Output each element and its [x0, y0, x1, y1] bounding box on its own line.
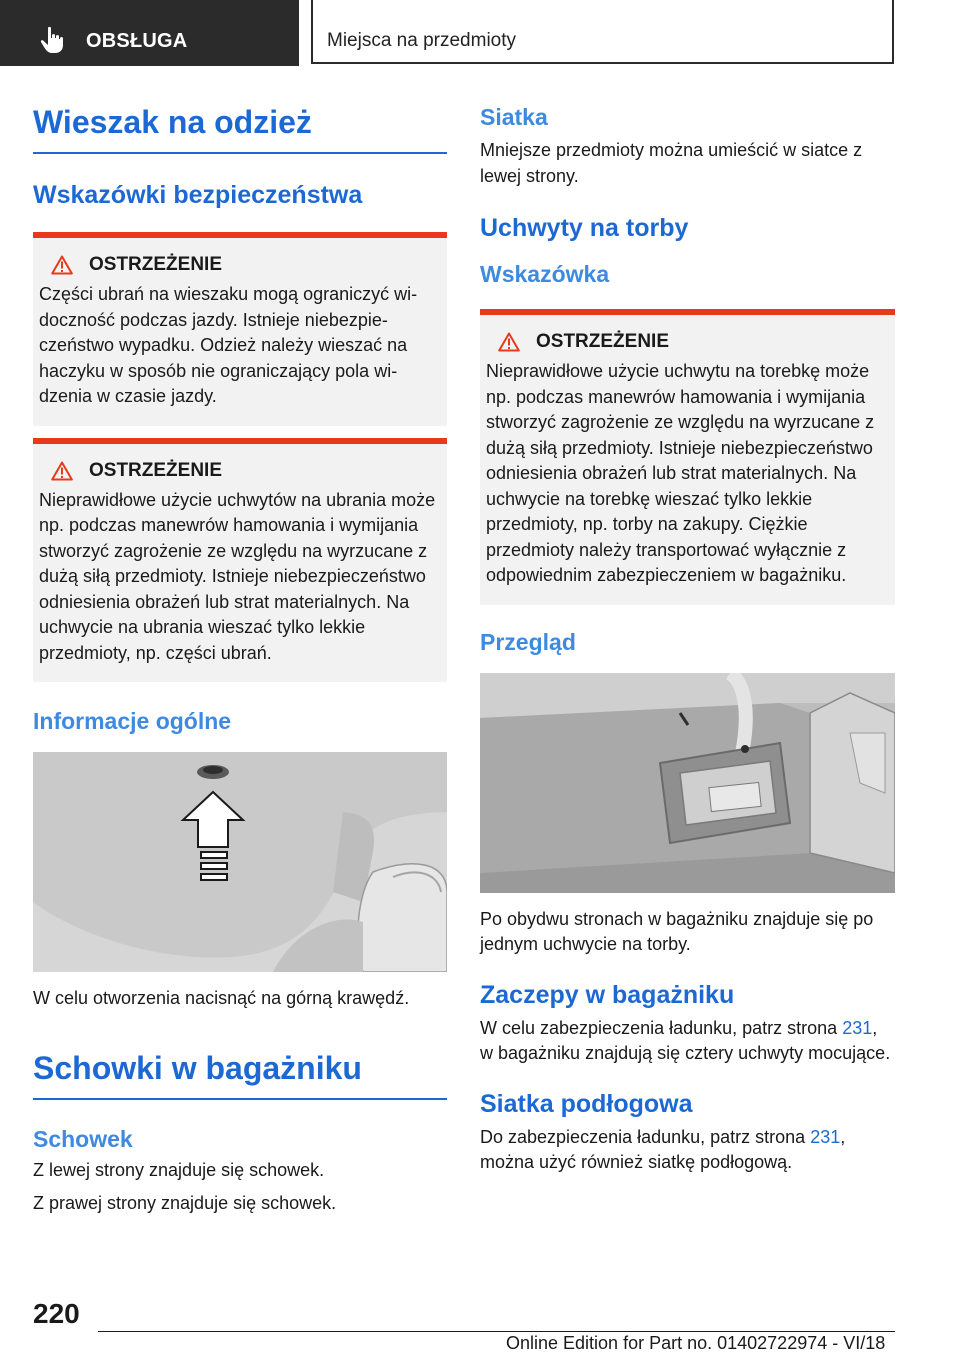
warning-text: Nieprawidłowe użycie uchwytów na ubrania może np. podczas manewrów hamowania i wymijania stworzyć zagrożenie ze względu na wyrzucane z dużą siłą przedmioty. Istnieje niebezpieczeństwo odniesienia obrażeń lub strat materialnych. Na uchwycie na ubrania wieszać tylko lekkie przedmioty, np. części ubrań.	[39, 489, 436, 663]
heading-trunk-hooks: Zaczepy w bagażniku	[480, 980, 735, 1009]
trunk-illustration	[480, 673, 895, 893]
warning-text: Części ubrań na wieszaku mogą ograniczyć widoczność podczas jazdy. Istnieje niebezpieczeństwo wypadku. Odzież należy wieszać na haczyku w sposób nie ograniczający pola widzenia w czasie jazdy.	[39, 284, 418, 406]
edition-note: Online Edition for Part no. 01402722974 - VI/18	[506, 1333, 886, 1353]
chapter-tab	[311, 0, 894, 64]
page-link-231[interactable]: 231	[810, 1126, 841, 1147]
footer-divider	[98, 1331, 895, 1332]
chapter-label: Miejsca na przedmioty	[327, 30, 517, 51]
overview-text: Po obydwu stronach w bagażniku znajduje się po jednym uchwycie na torby.	[480, 908, 874, 954]
section-title-trunk-compartments: Schowki w bagażniku	[33, 1046, 447, 1100]
compartment-text-left: Z lewej strony znajduje się schowek.	[33, 1159, 325, 1180]
heading-overview: Przegląd	[480, 628, 576, 655]
warning-box	[480, 309, 895, 605]
warning-box	[33, 438, 447, 683]
warning-box	[33, 232, 447, 426]
section-title-coat-hook: Wieszak na odzież	[33, 100, 447, 154]
page-number: 220	[33, 1298, 80, 1329]
warning-triangle-icon	[498, 332, 520, 352]
compartment-text-right: Z prawej strony znajduje się schowek.	[33, 1193, 337, 1213]
section-label: OBSŁUGA	[86, 30, 188, 52]
warning-label: OSTRZEŻENIE	[89, 459, 223, 481]
page-link-231[interactable]: 231	[842, 1017, 873, 1038]
left-column	[33, 100, 447, 1217]
floor-net-text	[480, 1125, 895, 1176]
right-column	[480, 102, 895, 1176]
heading-compartment: Schowek	[33, 1125, 133, 1152]
hooks-text	[480, 1016, 895, 1067]
heading-general-info: Informacje ogólne	[33, 708, 232, 734]
heading-bag-hooks: Uchwyty na torby	[480, 214, 689, 242]
trunk-drawing	[480, 673, 895, 893]
coat-hook-drawing	[33, 752, 447, 972]
hand-pointer-icon	[40, 26, 66, 54]
photo-caption: W celu otworzenia nacisnąć na górną krawędź.	[33, 988, 410, 1008]
heading-net: Siatka	[480, 104, 548, 130]
heading-safety: Wskazówki bezpieczeństwa	[33, 181, 363, 209]
section-tab	[0, 0, 299, 66]
hooks-text-part: , w bagażniku znajdują się cztery uchwyty mocujące.	[480, 1017, 891, 1063]
warning-triangle-icon	[51, 255, 73, 275]
heading-floor-net: Siatka podłogowa	[480, 1089, 693, 1118]
floor-text-part: Do zabezpieczenia ładunku, patrz strona	[480, 1126, 811, 1147]
heading-note: Wskazówka	[480, 261, 610, 287]
hooks-text-part: W celu zabezpieczenia ładunku, patrz strona	[480, 1017, 843, 1038]
floor-text-part: , można użyć również siatkę podłogową.	[480, 1126, 846, 1172]
warning-label: OSTRZEŻENIE	[536, 331, 670, 352]
net-text: Mniejsze przedmioty można umieścić w siatce z lewej strony.	[480, 140, 863, 186]
warning-text: Nieprawidłowe użycie uchwytu na torebkę może np. podczas manewrów hamowania i wymijania stworzyć zagrożenie ze względu na wyrzucane z dużą siłą przedmioty. Istnieje niebezpieczeństwo odniesienia obrażeń lub strat materialnych. Na uchwycie na torebkę wieszać tylko lekkie przedmioty, np. torby na zakupy. Ciężkie przedmioty należy transportować wyłącznie z odpowiednim zabezpieczeniem w bagażniku.	[486, 361, 875, 585]
warning-label: OSTRZEŻENIE	[89, 254, 223, 275]
coat-hook-illustration	[33, 752, 447, 972]
warning-triangle-icon	[51, 461, 73, 481]
